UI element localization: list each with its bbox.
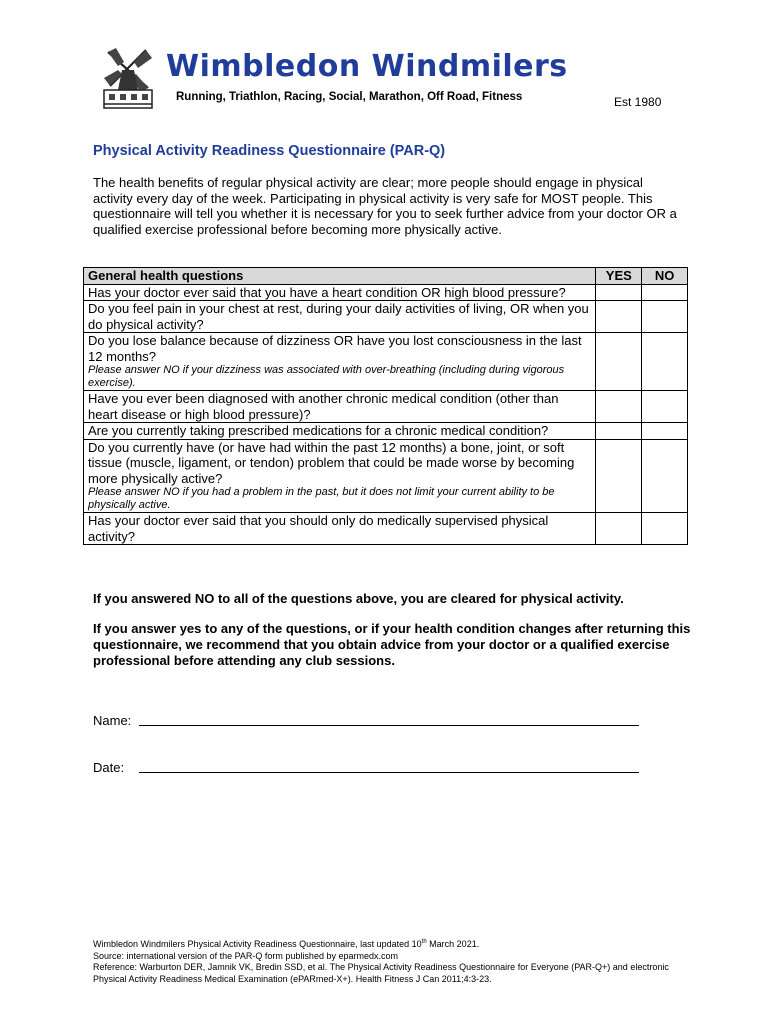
header-no: NO: [642, 268, 688, 285]
health-questions-table: [83, 267, 688, 545]
table-row: [84, 513, 688, 545]
header-yes: YES: [596, 268, 642, 285]
club-tagline: Running, Triathlon, Racing, Social, Marathon, Off Road, Fitness: [176, 91, 523, 103]
date-field[interactable]: [93, 760, 124, 775]
footer: [93, 937, 683, 985]
cleared-statement: If you answered NO to all of the questions above, you are cleared for physical activity.: [93, 591, 624, 606]
question-text: Do you lose balance because of dizziness OR have you lost consciousness in the last 12 months?: [88, 333, 582, 364]
question-cell: [84, 301, 596, 333]
footer-line-1: Wimbledon Windmilers Physical Activity Readiness Questionnaire, last updated 10th March 2021.: [93, 939, 480, 949]
question-cell: [84, 284, 596, 301]
yes-answer-cell[interactable]: [596, 391, 642, 423]
table-row: [84, 301, 688, 333]
page-title: Physical Activity Readiness Questionnaire (PAR-Q): [93, 143, 446, 159]
question-cell: [84, 423, 596, 440]
table-row: [84, 439, 688, 513]
no-answer-cell[interactable]: [642, 439, 688, 513]
question-cell: [84, 439, 596, 513]
table-row: [84, 284, 688, 301]
table-row: [84, 333, 688, 391]
question-note: Please answer NO if you had a problem in the past, but it does not limit your current ability to be physically active.: [88, 486, 555, 511]
yes-answer-cell[interactable]: [596, 301, 642, 333]
question-text: Do you feel pain in your chest at rest, during your daily activities of living, OR when you do physical activity?: [88, 301, 589, 332]
no-answer-cell[interactable]: [642, 333, 688, 391]
table-row: [84, 391, 688, 423]
intro-paragraph: The health benefits of regular physical activity are clear; more people should engage in physical activity every day of the week. Participating in physical activity is very safe for MOST people. This questionnaire will tell you whether it is necessary for you to seek further advice from your doctor OR a qualified exercise professional before becoming more physically active.: [93, 175, 677, 237]
yes-answer-cell[interactable]: [596, 423, 642, 440]
question-text: Do you currently have (or have had within the past 12 months) a bone, joint, or soft tissue (muscle, ligament, or tendon) problem that could be made worse by becoming more physically active?: [88, 439, 575, 486]
club-name: Wimbledon Windmilers: [166, 49, 568, 84]
yes-answer-cell[interactable]: [596, 333, 642, 391]
question-cell: [84, 333, 596, 391]
question-cell: [84, 391, 596, 423]
header-question: General health questions: [84, 268, 596, 285]
yes-answer-cell[interactable]: [596, 284, 642, 301]
name-line[interactable]: [139, 725, 639, 726]
question-note: Please answer NO if your dizziness was associated with over-breathing (including during vigorous exercise).: [88, 364, 565, 389]
name-label: Name:: [93, 713, 132, 728]
windmill-logo-icon: [100, 44, 156, 112]
no-answer-cell[interactable]: [642, 301, 688, 333]
letterhead: [100, 44, 680, 114]
question-text: Have you ever been diagnosed with another chronic medical condition (other than heart disease or high blood pressure)?: [88, 391, 559, 422]
advice-statement: If you answer yes to any of the questions, or if your health condition changes after returning this questionnaire, we recommend that you obtain advice from your doctor or a qualified exercise professional before attending any club sessions.: [93, 621, 691, 668]
no-answer-cell[interactable]: [642, 513, 688, 545]
name-field[interactable]: [93, 713, 131, 728]
question-cell: [84, 513, 596, 545]
no-answer-cell[interactable]: [642, 391, 688, 423]
table-row: [84, 423, 688, 440]
established-year: Est 1980: [614, 95, 662, 109]
yes-answer-cell[interactable]: [596, 439, 642, 513]
no-answer-cell[interactable]: [642, 423, 688, 440]
question-text: Has your doctor ever said that you have a heart condition OR high blood pressure?: [88, 284, 566, 300]
date-line[interactable]: [139, 772, 639, 773]
date-label: Date:: [93, 760, 125, 775]
question-text: Has your doctor ever said that you should only do medically supervised physical activity?: [88, 513, 549, 544]
footer-line-3: Reference: Warburton DER, Jamnik VK, Bredin SSD, et al. The Physical Activity Readiness Questionnaire for Everyone (PAR-Q+) and electronic Physical Activity Readiness Medical Examination (ePARmed-X+). Health Fitness J Can 2011;4:3-23.: [93, 962, 669, 984]
table-header-row: [84, 268, 688, 285]
question-text: Are you currently taking prescribed medications for a chronic medical condition?: [88, 423, 549, 438]
yes-answer-cell[interactable]: [596, 513, 642, 545]
no-answer-cell[interactable]: [642, 284, 688, 301]
footer-line-2: Source: international version of the PAR-Q form published by eparmedx.com: [93, 950, 398, 961]
